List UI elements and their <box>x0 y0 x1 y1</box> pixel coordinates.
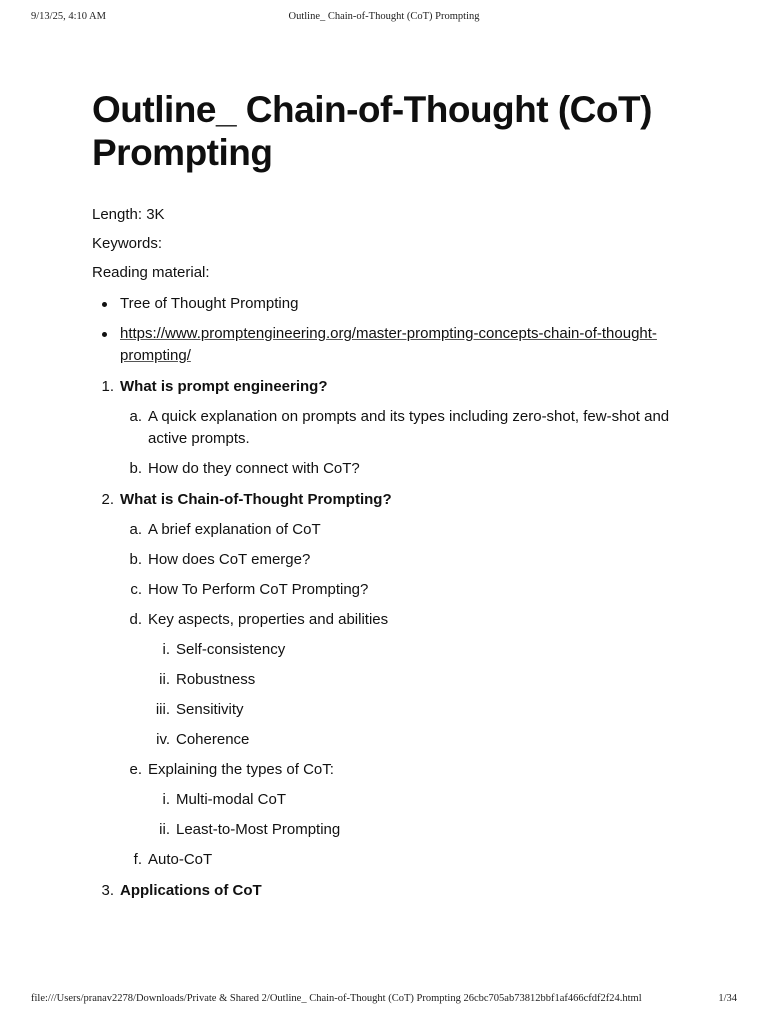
bullet-icon <box>102 302 107 307</box>
print-header-title: Outline_ Chain-of-Thought (CoT) Prompting <box>288 11 480 22</box>
subitem-text: Key aspects, properties and abilities <box>148 611 389 628</box>
list-marker: ii. <box>159 821 170 838</box>
section-heading: What is prompt engineering? <box>120 378 328 395</box>
reading-item <box>92 293 692 315</box>
list-marker: iv. <box>156 731 170 748</box>
list-marker: 2. <box>101 491 114 508</box>
list-marker: b. <box>129 551 142 568</box>
subitem-text: Auto-CoT <box>148 851 213 868</box>
list-marker: b. <box>129 460 142 477</box>
print-date: 9/13/25, 4:10 AM <box>31 11 106 22</box>
subitem-text: How To Perform CoT Prompting? <box>148 581 369 598</box>
subsubitem-text: Multi-modal CoT <box>176 791 287 808</box>
outline-subitem <box>92 759 692 781</box>
reading-item-text: Tree of Thought Prompting <box>120 295 299 312</box>
list-marker: a. <box>129 521 142 538</box>
outline-section-3 <box>92 880 692 902</box>
outline-list <box>92 376 692 902</box>
subitem-text: A brief explanation of CoT <box>148 521 321 538</box>
list-marker: iii. <box>155 701 170 718</box>
subsubitem-text: Robustness <box>176 671 256 688</box>
list-marker: 1. <box>101 378 114 395</box>
outline-subitem <box>92 579 692 601</box>
list-marker: e. <box>129 761 142 778</box>
section-heading: What is Chain-of-Thought Prompting? <box>120 491 392 508</box>
list-marker: i. <box>162 641 170 658</box>
list-marker: 3. <box>101 882 114 899</box>
subitem-text: How do they connect with CoT? <box>148 460 360 477</box>
list-marker: a. <box>129 408 142 425</box>
list-marker: d. <box>129 611 142 628</box>
list-marker: f. <box>133 851 142 868</box>
subsubitem-text: Sensitivity <box>176 701 244 718</box>
outline-subitem <box>92 549 692 571</box>
subitem-text: A quick explanation on prompts and its types including zero-shot, few-shot and active prompts. <box>148 408 670 447</box>
outline-subsubitem <box>92 639 692 661</box>
length-line: Length: 3K <box>92 206 165 223</box>
outline-subsubitem <box>92 819 692 841</box>
subitem-text: Explaining the types of CoT: <box>148 761 334 778</box>
subitem-text: How does CoT emerge? <box>148 551 311 568</box>
outline-subitem <box>92 519 692 541</box>
reading-material-list <box>92 293 692 367</box>
reading-link[interactable]: https://www.promptengineering.org/master-prompting-concepts-chain-of-thought-prompting/ <box>120 325 657 364</box>
list-marker: ii. <box>159 671 170 688</box>
outline-subitem <box>92 458 692 480</box>
outline-subitem <box>92 406 692 450</box>
keywords-line: Keywords: <box>92 235 163 252</box>
outline-section-2 <box>92 489 692 511</box>
outline-subsubitem <box>92 669 692 691</box>
file-path: file:///Users/pranav2278/Downloads/Private & Shared 2/Outline_ Chain-of-Thought (CoT) Prompting 26cbc705ab73812bbf1af466cfdf2f24.html <box>31 993 642 1004</box>
document-body <box>92 88 692 902</box>
outline-subitem <box>92 609 692 631</box>
print-header <box>0 11 768 27</box>
reading-item <box>92 323 692 367</box>
list-marker: i. <box>162 791 170 808</box>
section-heading: Applications of CoT <box>120 882 262 899</box>
reading-material-label: Reading material: <box>92 264 210 281</box>
subsubitem-text: Coherence <box>176 731 250 748</box>
subsubitem-text: Least-to-Most Prompting <box>176 821 341 838</box>
bullet-icon <box>102 332 107 337</box>
outline-subsubitem <box>92 729 692 751</box>
outline-section-1 <box>92 376 692 398</box>
page-number: 1/34 <box>718 993 737 1004</box>
list-marker: c. <box>130 581 142 598</box>
outline-subsubitem <box>92 699 692 721</box>
outline-subsubitem <box>92 789 692 811</box>
print-footer <box>0 993 768 1009</box>
outline-subitem <box>92 849 692 871</box>
subsubitem-text: Self-consistency <box>176 641 286 658</box>
page-title: Outline_ Chain-of-Thought (CoT) Prompting <box>92 89 652 173</box>
